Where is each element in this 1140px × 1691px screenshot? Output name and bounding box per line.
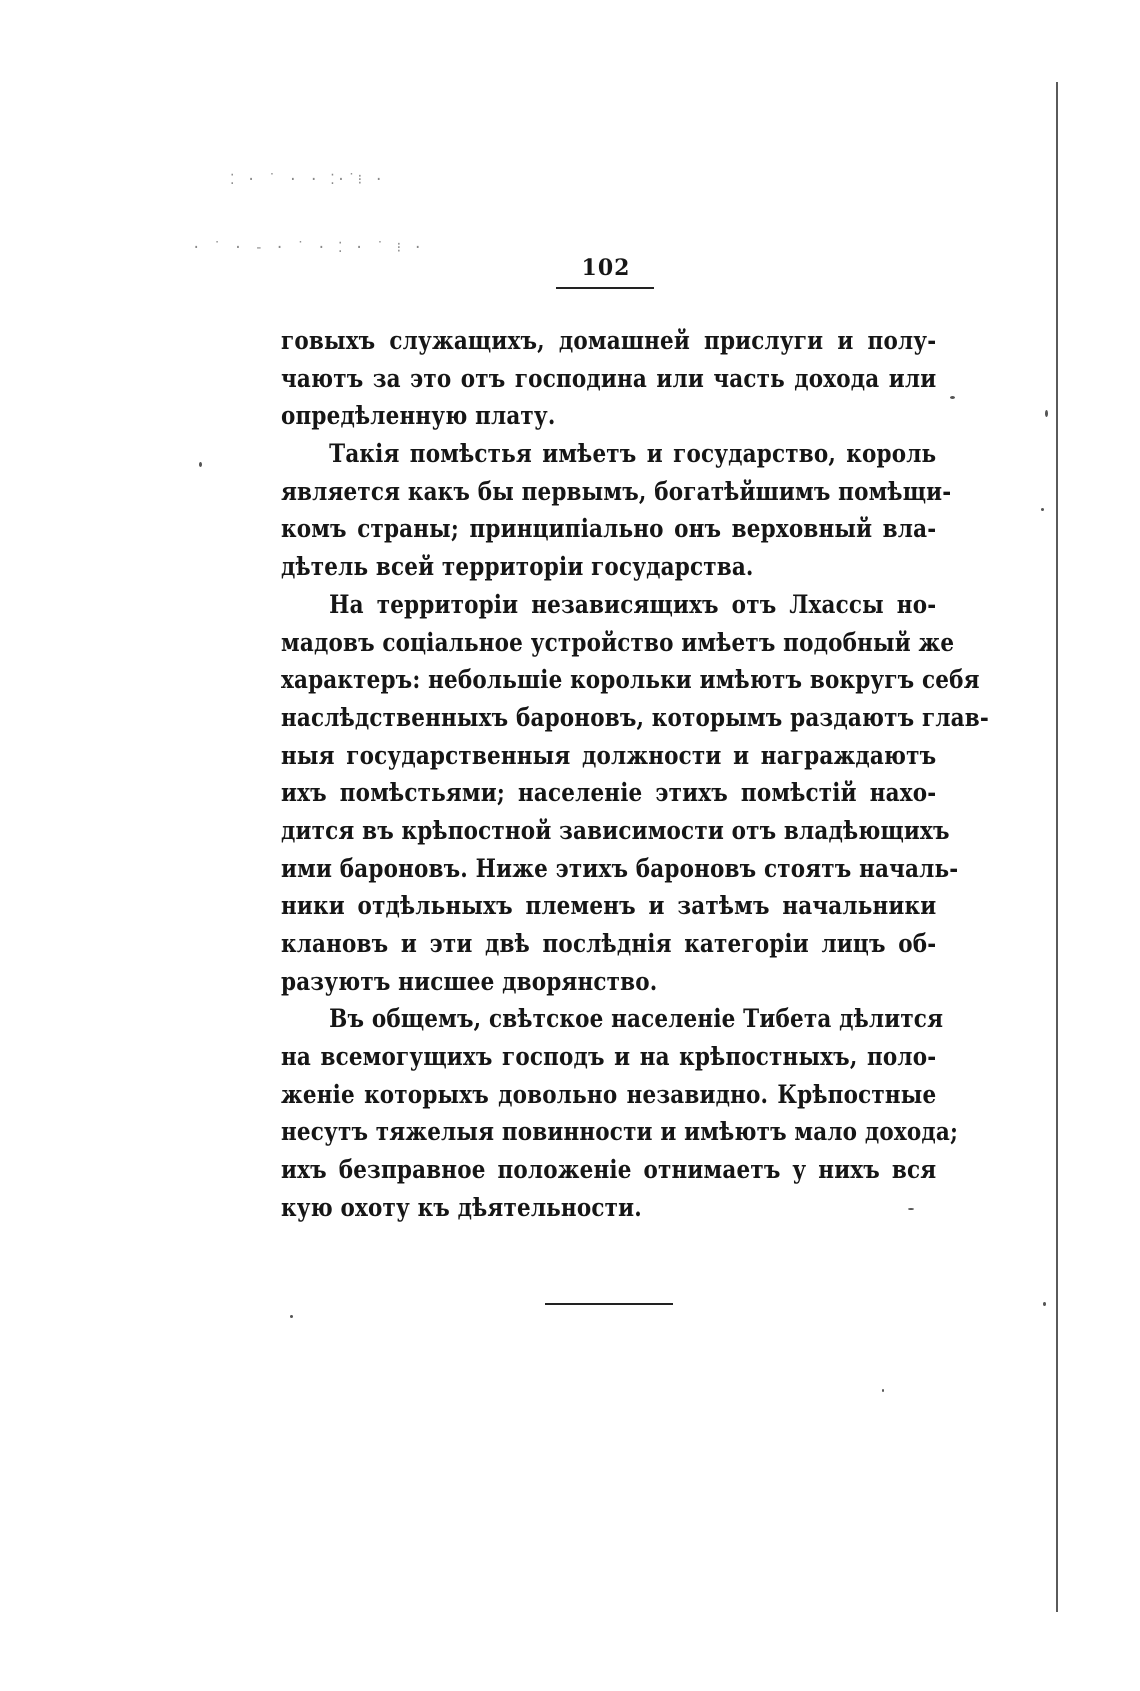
binding-edge-line bbox=[1056, 82, 1058, 1612]
text-line: разуютъ нисшее дворянство. bbox=[281, 966, 658, 996]
text-line: является какъ бы первымъ, богатѣйшимъ помѣщи- bbox=[281, 476, 952, 506]
text-line: мадовъ соціальное устройство имѣетъ подобный же bbox=[281, 627, 955, 657]
page-number-underline bbox=[556, 287, 654, 289]
body-text bbox=[281, 322, 989, 1227]
text-line: На территоріи независящихъ отъ Лхассы но- bbox=[329, 589, 937, 619]
text-line: опредѣленную плату. bbox=[281, 401, 556, 431]
text-line: ихъ безправное положеніе отнимаетъ у нихъ вся bbox=[281, 1155, 937, 1185]
scan-speck bbox=[882, 1389, 884, 1392]
scan-speck bbox=[1045, 410, 1048, 417]
text-line: говыхъ служащихъ, домашней прислуги и полу- bbox=[281, 326, 937, 355]
text-line: клановъ и эти двѣ послѣднія категоріи лицъ об- bbox=[281, 929, 937, 958]
text-line: ими бароновъ. Ниже этихъ бароновъ стоятъ началь- bbox=[281, 853, 959, 883]
end-of-section-rule bbox=[545, 1303, 673, 1305]
page-number: 102 bbox=[581, 255, 631, 281]
scan-speck bbox=[290, 1315, 293, 1318]
text-line: на всемогущихъ господъ и на крѣпостныхъ, поло- bbox=[281, 1042, 937, 1072]
text-line: дится въ крѣпостной зависимости отъ владѣющихъ bbox=[281, 815, 950, 845]
text-line: ныя государственныя должности и награждаютъ bbox=[281, 740, 937, 770]
text-line: наслѣдственныхъ бароновъ, которымъ раздаютъ глав- bbox=[281, 702, 989, 732]
text-line: женіе которыхъ довольно незавидно. Крѣпостные bbox=[281, 1079, 937, 1109]
text-line: ники отдѣльныхъ племенъ и затѣмъ начальники bbox=[281, 891, 937, 921]
scan-noise-top-left: ⁚ · ˙ · · ⁚·˙⁝ · bbox=[230, 172, 385, 188]
scan-noise-top-left-2: · ˙ · - · ˙ · ⁚ · ˙ ⁝ · bbox=[192, 240, 424, 256]
text-line: Такія помѣстья имѣетъ и государство, король bbox=[329, 439, 937, 469]
text-line: Въ общемъ, свѣтское населеніе Тибета дѣлится bbox=[329, 1004, 944, 1034]
text-line: чаютъ за это отъ господина или часть дохода или bbox=[281, 363, 937, 393]
text-line: характеръ: небольшіе корольки имѣютъ вокругъ себя bbox=[281, 665, 980, 695]
text-line: комъ страны; принципіально онъ верховный вла- bbox=[281, 514, 937, 544]
text-line: ихъ помѣстьями; населеніе этихъ помѣстій нахо- bbox=[281, 778, 937, 808]
text-line: дѣтель всей территоріи государства. bbox=[281, 552, 754, 582]
text-line: кую охоту къ дѣятельности. bbox=[281, 1192, 642, 1222]
scan-speck bbox=[950, 396, 955, 399]
scan-speck bbox=[1043, 1302, 1046, 1306]
scan-speck bbox=[199, 462, 202, 467]
scan-speck bbox=[1041, 508, 1044, 511]
text-line: несутъ тяжелыя повинности и имѣютъ мало дохода; bbox=[281, 1117, 959, 1147]
